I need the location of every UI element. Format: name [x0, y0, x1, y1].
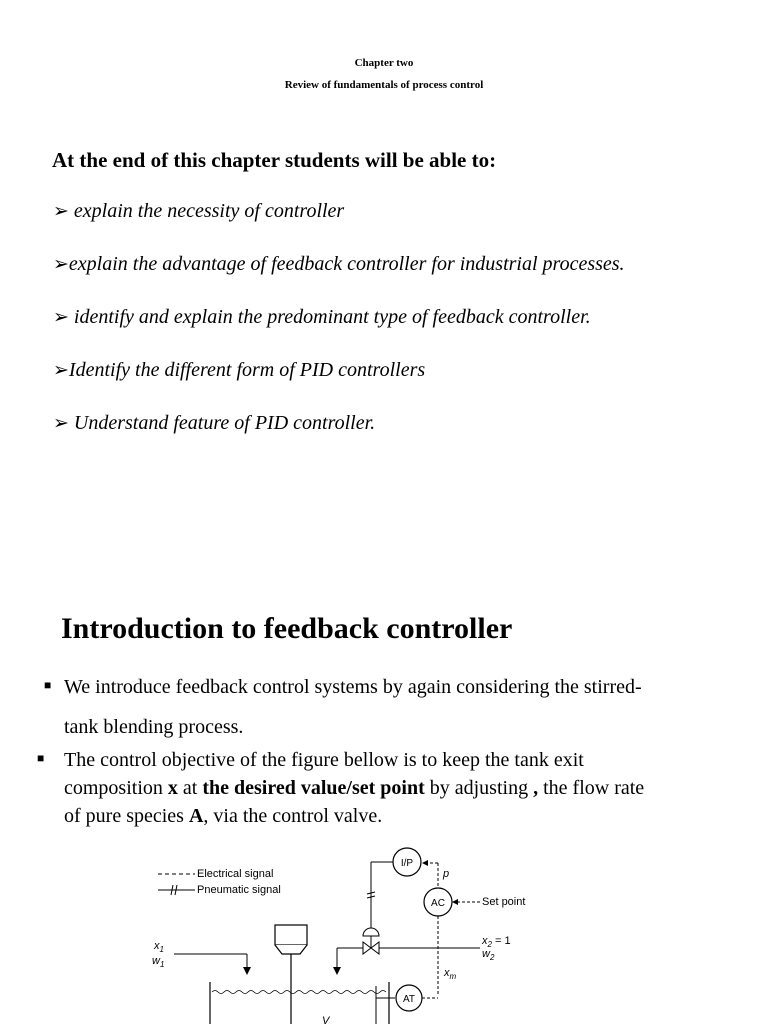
xm-label: $x_m$ [444, 967, 457, 981]
arrow-bullet-icon: ➢ [53, 201, 69, 222]
chapter-label: Chapter two [354, 57, 414, 69]
x2-label: $x_2 = 1$ [482, 935, 511, 949]
arrow-bullet-icon: ➢ [53, 413, 69, 434]
arrow-bullet-icon: ➢ [53, 307, 69, 328]
bullet-text-line: tank blending process. [64, 716, 244, 738]
liquid-level [212, 991, 386, 994]
bullet-text-line: We introduce feedback control systems by again considering the stirred- [64, 676, 642, 698]
objective-item: ➢explain the advantage of feedback controller for industrial processes. [53, 253, 625, 275]
mixer-motor-icon [275, 925, 307, 945]
chapter-subtitle: Review of fundamentals of process control [284, 79, 484, 91]
objective-item: ➢ explain the necessity of controller [53, 200, 345, 222]
blending-process-diagram [140, 836, 540, 1024]
square-bullet-icon: ■ [37, 751, 45, 765]
bullet-text-line: composition x at the desired value/set point by adjusting , the flow rate [64, 777, 645, 799]
ip-label: I/P [400, 858, 414, 869]
square-bullet-icon: ■ [44, 678, 52, 692]
bullet-text-line: The control objective of the figure bellow is to keep the tank exit [64, 749, 584, 771]
objective-item: ➢ identify and explain the predominant type of feedback controller. [53, 306, 591, 328]
objective-item: ➢Identify the different form of PID controllers [53, 359, 426, 381]
valve-actuator-icon [363, 928, 379, 936]
w2-label: $w_2$ [482, 948, 495, 962]
volume-label: V [322, 1015, 330, 1024]
legend-electrical: Electrical signal [197, 868, 274, 880]
objectives-title: At the end of this chapter students will be able to: [52, 148, 497, 172]
arrow-bullet-icon: ➢ [53, 360, 69, 381]
w1-label: $w_1$ [152, 955, 165, 969]
legend-pneumatic: Pneumatic signal [197, 884, 281, 896]
objective-item: ➢ Understand feature of PID controller. [53, 412, 376, 434]
p-label: p [443, 868, 450, 880]
set-point-label: Set point [482, 896, 526, 908]
at-label: AT [402, 994, 416, 1005]
x1-label: $x_1$ [154, 940, 164, 954]
arrow-bullet-icon: ➢ [53, 254, 69, 275]
ac-label: AC [431, 898, 445, 909]
bullet-text-line: of pure species A, via the control valve. [64, 805, 383, 827]
section-title: Introduction to feedback controller [61, 612, 513, 645]
